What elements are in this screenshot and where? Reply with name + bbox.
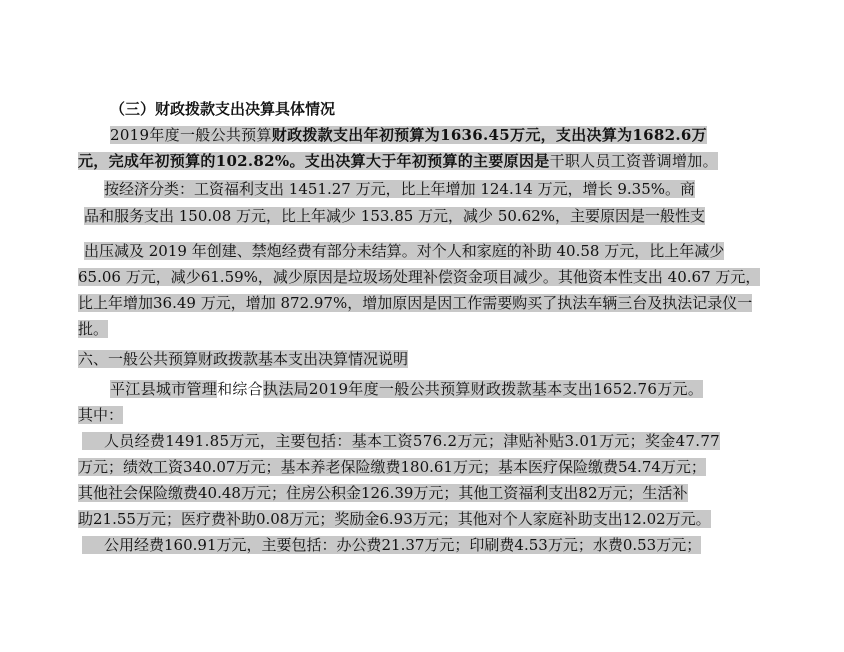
p1-text-b: 财政拨款支出年初预算为1636.45万元，支出决算为1682.6万 [271,126,707,144]
p4-line-3 [78,480,768,506]
p2-line-4 [78,264,768,290]
p4-text-2: 万元；绩效工资340.07万元；基本养老保险缴费180.61万元；基本医疗保险缴费54.74万元； [78,458,706,476]
p4-line-2 [78,454,768,480]
p1-highlight-2 [78,152,718,170]
p1-text-a: 2019年度一般公共预算 [110,126,272,144]
p3-highlight [110,380,703,398]
p2-text-1: 按经济分类：工资福利支出 1451.27 万元，比上年增加 124.14 万元，增长 9.35%。商 [104,180,696,198]
p2-line-1 [104,176,768,202]
p4-text-1: 人员经费1491.85万元，主要包括：基本工资576.2万元；津贴补贴3.01万元；奖金47.77 [82,432,720,450]
p3-text-b: 和综合 [217,380,264,398]
p2-text-2: 品和服务支出 150.08 万元，比上年减少 153.85 万元，减少 50.62%，主要原因是一般性支 [84,207,706,225]
p2-line-6 [78,316,768,342]
p2-line-5 [78,290,768,316]
p2-text-4: 65.06 万元，减少61.59%，减少原因是垃圾场处理补偿资金项目减少。其他资本性支出 40.67 万元， [78,268,761,286]
heading-text: （三）财政拨款支出决算具体情况 [110,100,336,118]
p4-line-1 [82,428,772,454]
p2-text-6: 批。 [78,320,109,338]
p4-text-3: 其他社会保险缴费40.48万元；住房公积金126.39万元；其他工资福利支出82万元；生活补 [78,484,688,502]
p1-line-1 [110,122,770,148]
p2-line-3 [84,238,774,264]
p2-line-2 [84,203,774,229]
p4-line-4 [78,506,768,532]
p2-text-5: 比上年增加36.49 万元，增加 872.97%，增加原因是因工作需要购买了执法车辆三台及执法记录仪一 [78,294,753,312]
p3-text-2: 其中： [78,406,124,424]
p1-text-c: 元，完成年初预算的102.82%。支出决算大于年初预算的主要原因是 [78,152,550,170]
p1-highlight [110,126,707,144]
p3-text-c: 执法局2019年度一般公共预算财政拨款基本支出1652.76万元。 [263,380,704,398]
p1-line-2 [78,148,768,174]
p5-text-1: 公用经费160.91万元，主要包括：办公费21.37万元；印刷费4.53万元；水费0.53万元； [82,536,701,554]
p3-line-1 [110,376,770,402]
p5-line-1 [82,532,772,558]
p3-line-2 [78,402,768,428]
p1-text-d: 干职人员工资普调增加。 [549,152,718,170]
p4-text-4: 助21.55万元；医疗费补助0.08万元；奖励金6.93万元；其他对个人家庭补助支出12.02万元。 [78,510,711,528]
heading-6-text: 六、一般公共预算财政拨款基本支出决算情况说明 [78,350,409,368]
section-heading-3 [110,96,800,122]
p3-text-a: 平江县城市管理 [110,380,218,398]
section-heading-6 [78,346,768,372]
p2-text-3: 出压减及 2019 年创建、禁炮经费有部分未结算。对个人和家庭的补助 40.58 万元，比上年减少 [84,242,725,260]
